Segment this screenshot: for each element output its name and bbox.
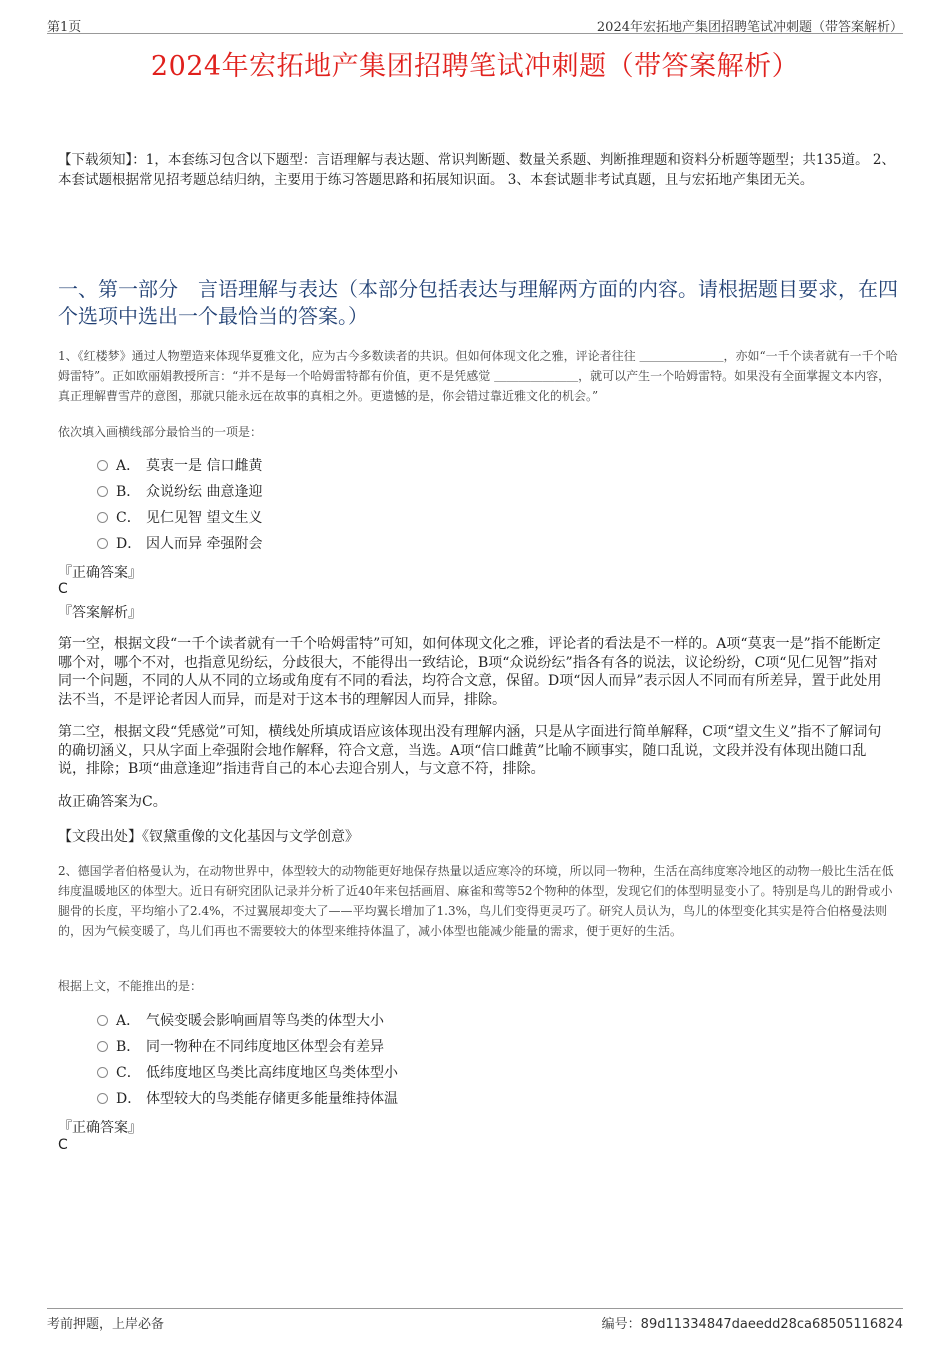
- answer-label: 『正确答案』: [58, 565, 142, 581]
- radio-button-icon[interactable]: [97, 1015, 108, 1026]
- footer-slogan: 考前押题，上岸必备: [47, 1317, 165, 1332]
- radio-button-icon[interactable]: [97, 1067, 108, 1078]
- answer-value: C: [58, 581, 68, 597]
- answer-value: C: [58, 1137, 68, 1153]
- code-label: 编号：: [601, 1317, 641, 1332]
- running-header-title: 2024年宏拓地产集团招聘笔试冲刺题（带答案解析）: [596, 20, 903, 35]
- radio-button-icon[interactable]: [97, 460, 108, 471]
- analysis-label: 『答案解析』: [58, 605, 142, 621]
- option-d[interactable]: D． 因人而异 牵强附会: [97, 531, 262, 557]
- question-1-stem: 1、《红楼梦》通过人物塑造来体现华夏雅文化，应为古今多数读者的共识。但如何体现文化之雅，评论者往往 ＿＿＿＿＿＿＿，亦如“一千个读者就有一千个哈姆雷特”。正如欧丽娟教授所言：“并不是每一个哈姆雷特都有价值，更不是凭感觉 ＿＿＿＿＿＿＿，就可以产生一个哈姆雷特。如果没有全面掌握文本内容，真正理解曹雪芹的意图，那就只能永远在故事的真相之外。更遗憾的是，你会错过靠近雅文化的机会。”: [58, 349, 898, 403]
- radio-button-icon[interactable]: [97, 538, 108, 549]
- question-2-stem: 2、德国学者伯格曼认为，在动物世界中，体型较大的动物能更好地保存热量以适应寒冷的环境，所以同一物种，生活在高纬度寒冷地区的动物一般比生活在低纬度温暖地区的体型大。近日有研究团队记录并分析了近40年来包括画眉、麻雀和莺等52个物种的体型，发现它们的体型明显变小了。特别是鸟儿的跗骨或小腿骨的长度，平均缩小了2.4%，不过翼展却变大了——平均翼长增加了1.3%，鸟儿们变得更灵巧了。研究人员认为，鸟儿的体型变化其实是符合伯格曼法则的，因为气候变暖了，鸟儿们再也不需要较大的体型来维持体温了，减小体型也能减少能量的需求，便于更好的生活。: [58, 864, 894, 938]
- footer-divider: [47, 1308, 903, 1309]
- analysis-conclusion: 故正确答案为C。: [58, 794, 167, 810]
- question-2-options: [97, 1008, 398, 1112]
- option-b[interactable]: B． 众说纷纭 曲意逢迎: [97, 479, 262, 505]
- passage-source: 【文段出处】《钗黛重像的文化基因与文学创意》: [58, 829, 359, 845]
- page-number: 第1页: [47, 20, 82, 35]
- section-heading: 一、第一部分 言语理解与表达（本部分包括表达与理解两方面的内容。请根据题目要求，在四个选项中选出一个最恰当的答案。）: [58, 277, 898, 328]
- analysis-paragraph-2: 第二空，根据文段“凭感觉”可知，横线处所填成语应该体现出没有理解内涵，只是从字面进行简单解释，C项“望文生义”指不了解词句的确切涵义，只从字面上牵强附会地作解释，符合文意，当选。A项“信口雌黄”比喻不顾事实，随口乱说，文段并没有体现出随口乱说，排除；B项“曲意逢迎”指违背自己的本心去迎合别人，与文意不符，排除。: [58, 724, 882, 777]
- question-1-prompt: 依次填入画横线部分最恰当的一项是：: [58, 425, 263, 439]
- option-a[interactable]: A． 莫衷一是 信口雌黄: [97, 453, 262, 479]
- document-title: 2024年宏拓地产集团招聘笔试冲刺题（带答案解析）: [150, 51, 800, 82]
- document-code: [602, 1313, 903, 1332]
- analysis-paragraph-1: 第一空，根据文段“一千个读者就有一千个哈姆雷特”可知，如何体现文化之雅，评论者的看法是不一样的。A项“莫衷一是”指不能断定哪个对，哪个不对，也指意见纷纭，分歧很大，不能得出一致结论，B项“众说纷纭”指各有各的说法，议论纷纷，C项“见仁见智”指对同一个问题，不同的人从不同的立场或角度有不同的看法，均符合文意，保留。D项“因人而异”表示因人不同而有所差异，置于此处用法不当，不是评论者因人而异，而是对于这本书的理解因人而异，排除。: [58, 636, 882, 708]
- code-value: 89d11334847daeedd28ca68505116824: [640, 1317, 903, 1332]
- option-d[interactable]: D． 体型较大的鸟类能存储更多能量维持体温: [97, 1086, 398, 1112]
- radio-button-icon[interactable]: [97, 1093, 108, 1104]
- option-c[interactable]: C． 低纬度地区鸟类比高纬度地区鸟类体型小: [97, 1060, 398, 1086]
- radio-button-icon[interactable]: [97, 1041, 108, 1052]
- radio-button-icon[interactable]: [97, 512, 108, 523]
- question-2-prompt: 根据上文，不能推出的是：: [58, 979, 203, 993]
- option-c[interactable]: C． 见仁见智 望文生义: [97, 505, 262, 531]
- answer-label: 『正确答案』: [58, 1120, 142, 1136]
- download-notice: 【下载须知】：1，本套练习包含以下题型：言语理解与表达题、常识判断题、数量关系题、判断推理题和资料分析题等题型；共135道。 2、本套试题根据常见招考题总结归纳，主要用于练习答题思路和拓展知识面。 3、本套试题非考试真题，且与宏拓地产集团无关。: [58, 152, 895, 188]
- option-b[interactable]: B． 同一物种在不同纬度地区体型会有差异: [97, 1034, 398, 1060]
- radio-button-icon[interactable]: [97, 486, 108, 497]
- option-a[interactable]: A． 气候变暖会影响画眉等鸟类的体型大小: [97, 1008, 398, 1034]
- question-1-options: [97, 453, 262, 557]
- header-divider: [47, 33, 903, 34]
